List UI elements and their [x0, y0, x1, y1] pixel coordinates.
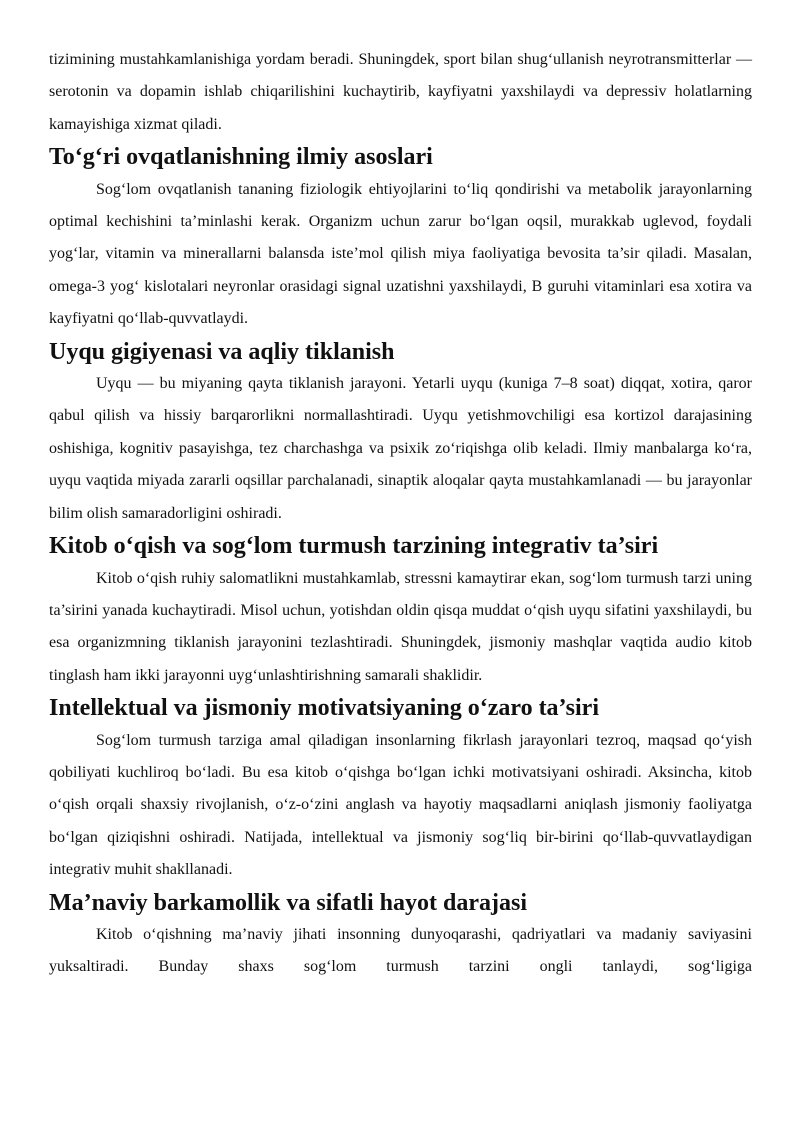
document-page [49, 44, 752, 984]
section-body-motivation: Sog‘lom turmush tarziga amal qiladigan insonlarning fikrlash jarayonlari tezroq, maqsad qo‘yish qobiliyati kuchliroq bo‘ladi. Bu esa kitob o‘qishga bo‘lgan ichki motivatsiyani oshiradi. Aksincha, kitob o‘qish orqali shaxsiy rivojlanish, o‘z-o‘zini anglash va hayotiy maqsadlarni aniqlash jismoniy faoliyatga bo‘lgan qiziqishni oshiradi. Natijada, intellektual va jismoniy sog‘liq bir-birini qo‘llab-quvvatlaydigan integrativ muhit shakllanadi. [49, 731, 752, 879]
section-body-reading: Kitob o‘qish ruhiy salomatlikni mustahkamlab, stressni kamaytirar ekan, sog‘lom turmush tarzi uning ta’sirini yanada kuchaytiradi. Misol uchun, yotishdan oldin qisqa muddat o‘qish uyqu sifatini yaxshilaydi, bu esa organizmning tiklanish jarayonini tezlashtiradi. Shuningdek, jismoniy mashqlar vaqtida audio kitob tinglash ham ikki jarayonni uyg‘unlashtirishning samarali shaklidir. [49, 569, 752, 684]
section-heading-sleep: Uyqu gigiyenasi va aqliy tiklanish [49, 338, 395, 365]
section-heading-motivation: Intellektual va jismoniy motivatsiyaning o‘zaro ta’siri [49, 695, 599, 722]
section-heading-nutrition: To‘g‘ri ovqatlanishning ilmiy asoslari [49, 144, 433, 171]
section-body-spiritual: Kitob o‘qishning ma’naviy jihati insonning dunyoqarashi, qadriyatlari va madaniy saviyasini yuksaltiradi. Bunday shaxs sog‘lom turmush tarzini ongli tanlaydi, sog‘ligiga [49, 925, 752, 976]
section-body-nutrition: Sog‘lom ovqatlanish tananing fiziologik ehtiyojlarini to‘liq qondirishi va metabolik jarayonlarning optimal kechishini ta’minlashi kerak. Organizm uchun zarur bo‘lgan oqsil, murakkab uglevod, foydali yog‘lar, vitamin va minerallarni balansda iste’mol qilish miya faoliyatiga bevosita ta’sir qiladi. Masalan, omega-3 yog‘ kislotalari neyronlar orasidagi signal uzatishni yaxshilaydi, B guruhi vitaminlari esa xotira va kayfiyatni qo‘llab-quvvatlaydi. [49, 180, 752, 328]
section-body-sleep: Uyqu — bu miyaning qayta tiklanish jarayoni. Yetarli uyqu (kuniga 7–8 soat) diqqat, xotira, qaror qabul qilish va hissiy barqarorlikni normallashtiradi. Uyqu yetishmovchiligi esa kortizol darajasining oshishiga, kognitiv pasayishga, tez charchashga va psixik zo‘riqishga olib keladi. Ilmiy manbalarga ko‘ra, uyqu vaqtida miyada zararli oqsillar parchalanadi, sinaptik aloqalar qayta mustahkamlanadi — bu jarayonlar bilim olish samaradorligini oshiradi. [49, 375, 752, 522]
section-heading-spiritual: Ma’naviy barkamollik va sifatli hayot darajasi [49, 889, 528, 916]
section-heading-reading: Kitob o‘qish va sog‘lom turmush tarzining integrativ ta’siri [49, 533, 659, 560]
intro-paragraph: tizimining mustahkamlanishiga yordam beradi. Shuningdek, sport bilan shug‘ullanish neyrotransmitterlar — serotonin va dopamin ishlab chiqarilishini kuchaytirib, kayfiyatni yaxshilaydi va depressiv holatlarning kamayishiga xizmat qiladi. [49, 51, 752, 133]
